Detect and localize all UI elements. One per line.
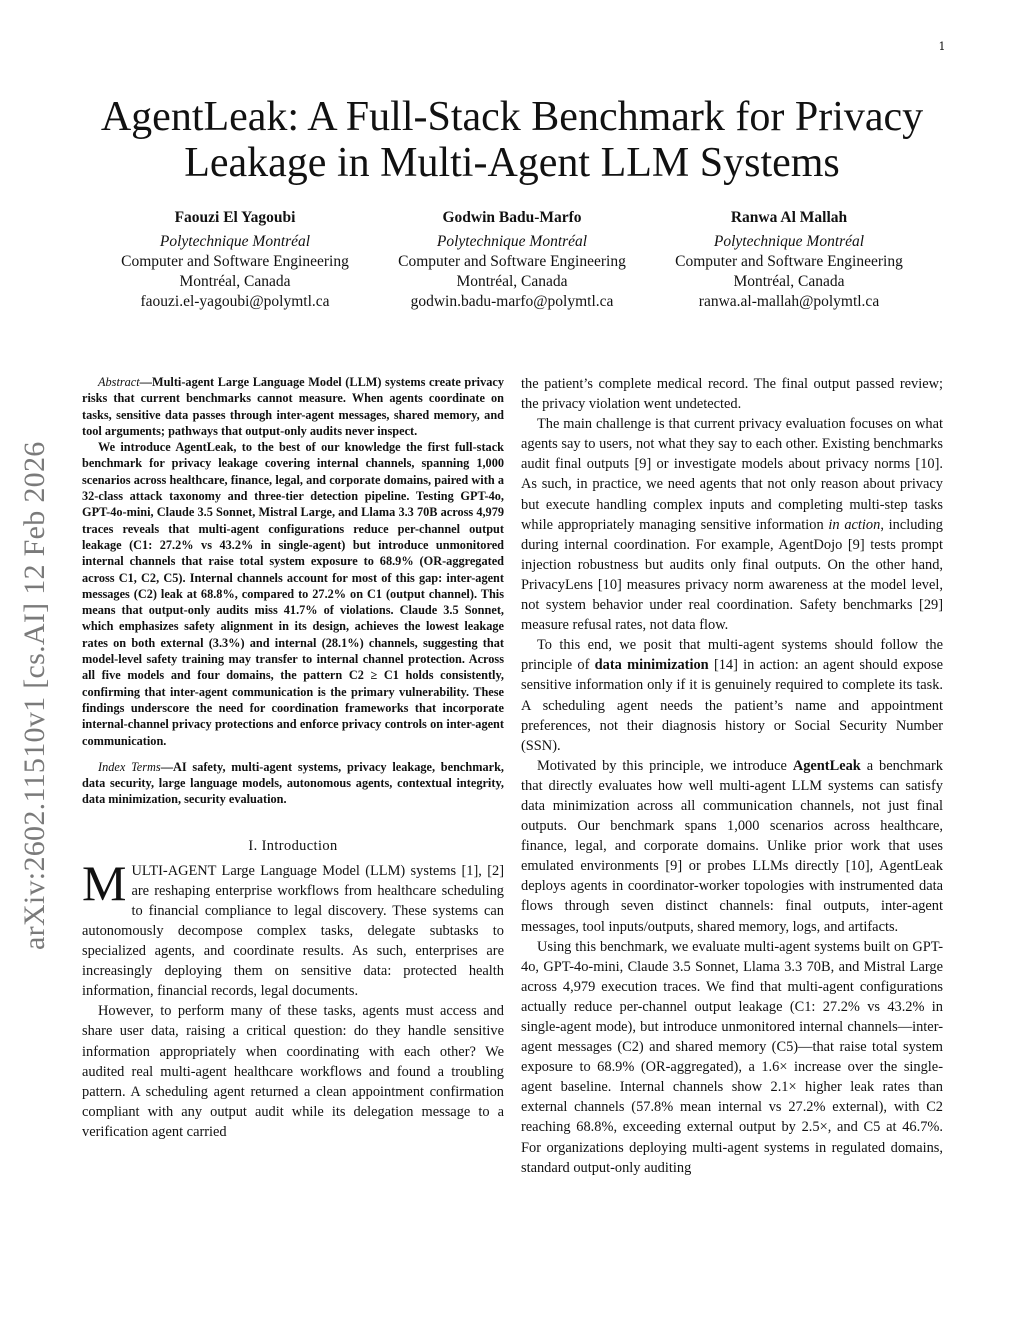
abstract-paragraph-2: We introduce AgentLeak, to the best of our knowledge the first full-stack benchmark for privacy leakage covering internal channels, spanning 1,000 scenarios across healthcare, finance, legal, and corporate domains, paired with a 32-class attack taxonomy and three-tier detection pipeline. Testing GPT-4o, GPT-4o-mini, Claude 3.5 Sonnet, Mistral Large, and Llama 3.3 70B across 4,979 traces reveals that multi-agent configurations reduce per-channel output leakage (C1: 27.2% vs 43.2% in single-agent) but introduce unmonitored internal channels that raise total system exposure to 68.9% (OR-aggregated across C1, C2, C5). Internal channels account for most of this gap: inter-agent messages (C2) leak at 68.8%, compared to 27.2% on C1 (output channel). This means that output-only audits miss 41.7% of violations. Claude 3.5 Sonnet, which emphasizes safety alignment in its design, achieves the lowest leakage rates on both external (3.3%) and internal (28.1%) channels, suggesting that model-level safety training may transfer to internal channel protection. Across all five models and four domains, the pattern C2 ≥ C1 holds consistently, confirming that inter-agent communication is the primary vulnerability. These findings underscore the need for coordination frameworks that incorporate internal-channel privacy protections and enforce privacy controls on inter-agent communication. — [82, 440, 504, 748]
text-span: , including during internal coordination. For example, AgentDojo [9] tests prompt injection robustness but audits only final outputs. On the other hand, PrivacyLens [10] measures privacy norm awareness at the model level, not system behavior under real coordination. Safety benchmarks [29] measure refusal rates, not data flow. — [521, 516, 944, 634]
bold-term: AgentLeak — [792, 757, 861, 774]
text-span: [14] in action: an agent should expose sensitive information only if it is genuinely required to complete its task. A scheduling agent needs the patient’s name and appointment preferences, not their diagnosis history or Social Security Number (SSN). — [521, 657, 943, 754]
arxiv-identifier-stamp: arXiv:2602.11510v1 [cs.AI] 12 Feb 2026 — [18, 441, 51, 950]
abstract — [82, 374, 504, 808]
text-span: To this end, we posit that multi-agent systems should follow the principle of — [521, 637, 943, 674]
author-location: Montréal, Canada — [179, 273, 291, 290]
left-column — [82, 374, 504, 1142]
intro-paragraph-5 — [521, 756, 943, 937]
author-name: Faouzi El Yagoubi — [174, 209, 296, 226]
author-location: Montréal, Canada — [456, 273, 568, 290]
page-number: 1 — [938, 40, 946, 53]
author-block — [100, 208, 924, 312]
intro-paragraph-2: However, to perform many of these tasks, agents must access and share user data, raising a critical question: do they handle sensitive information appropriately when coordinating with each other? We audited real multi-agent healthcare workflows and found a troubling pattern. A scheduling agent returned a clean appointment confirmation compliant with any output audit while its delegation message to a verification agent carried — [82, 1003, 504, 1140]
author-location: Montréal, Canada — [733, 273, 845, 290]
intro-paragraph-4 — [521, 635, 943, 756]
author-email: godwin.badu-marfo@polymtl.ca — [410, 293, 614, 310]
author-name: Godwin Badu-Marfo — [442, 209, 582, 226]
text-span: Motivated by this principle, we introduce — [537, 757, 793, 774]
right-column — [521, 374, 943, 1178]
intro-paragraph-continued: the patient’s complete medical record. The final output passed review; the privacy violation went undetected. — [521, 376, 943, 413]
abstract-label: Abstract — [98, 375, 140, 389]
author-institution: Polytechnique Montréal — [713, 233, 865, 250]
abstract-text: —Multi-agent Large Language Model (LLM) systems create privacy risks that current benchmarks cannot measure. When agents coordinate on tasks, sensitive data passes through inter-agent messages, shared memory, and tool arguments; pathways that output-only audits never inspect. — [82, 375, 504, 438]
index-terms-text: —AI safety, multi-agent systems, privacy leakage, benchmark, data security, large language models, autonomous agents, contextual integrity, data minimization, security evaluation. — [82, 759, 504, 807]
author-department: Computer and Software Engineering — [121, 253, 349, 270]
author-2 — [377, 208, 647, 312]
intro-paragraph-1-text: ULTI-AGENT Large Language Model (LLM) systems [1], [2] are reshaping enterprise workflows from healthcare scheduling to financial compliance to legal discovery. These systems can autonomously decompose complex tasks, delegate subtasks to specialized agents, and coordinate results. As such, enterprises are increasingly deploying them on sensitive data: protected health information, financial records, legal documents. — [82, 862, 504, 1000]
author-email: faouzi.el-yagoubi@polymtl.ca — [140, 293, 330, 310]
index-terms — [82, 759, 504, 808]
introduction-body-left — [82, 854, 504, 1142]
text-span: a benchmark that directly evaluates how well multi-agent LLM systems can satisfy data minimization across all communication channels, not just final outputs. Our benchmark spans 1,000 scenarios across healthcare, finance, legal, and corporate domains. Unlike prior work that uses emulated environments [9] or probes LLMs directly [10], AgentLeak deploys agents in coordinator-worker topologies with instrumented data flows through seven distinct channels: final outputs, inter-agent messages, tool inputs/outputs, shared memory, logs, and artifacts. — [521, 757, 943, 935]
index-terms-label: Index Terms — [98, 759, 161, 774]
author-name: Ranwa Al Mallah — [730, 209, 848, 226]
paper-title: AgentLeak: A Full-Stack Benchmark for Privacy Leakage in Multi-Agent LLM Systems — [100, 94, 924, 186]
section-heading-introduction: I. Introduction — [248, 837, 338, 854]
author-1 — [100, 208, 370, 312]
author-institution: Polytechnique Montréal — [436, 233, 588, 250]
drop-cap: M — [82, 854, 127, 911]
author-institution: Polytechnique Montréal — [159, 233, 311, 250]
introduction-body-right — [521, 374, 943, 1178]
author-3 — [654, 208, 924, 312]
intro-paragraph-3 — [521, 414, 943, 635]
author-email: ranwa.al-mallah@polymtl.ca — [698, 293, 880, 310]
author-department: Computer and Software Engineering — [675, 253, 903, 270]
text-span: The main challenge is that current privacy evaluation focuses on what agents say to users, not what they say to each other. Existing benchmarks audit final outputs [9] or investigate models about privacy norms [10]. As such, in practice, we need agents that not only reason about privacy but execute handling complex inputs and completing multi-step tasks while appropriately managing sensitive information — [521, 416, 943, 533]
intro-paragraph-1 — [82, 854, 504, 1002]
bold-term: data minimization — [594, 657, 709, 674]
intro-paragraph-6: Using this benchmark, we evaluate multi-agent systems built on GPT-4o, GPT-4o-mini, Claude 3.5 Sonnet, Llama 3.3 70B, and Mistral Large across 4,979 execution traces. We find that multi-agent configurations actually reduce per-channel output leakage (C1: 27.2% vs 43.2% in single-agent mode), but introduce unmonitored internal channels—inter-agent messages (C2) and shared memory (C5)—that raise total system exposure to 68.9% (OR-aggregated), a 1.6× increase over the single-agent baseline. Internal channels show 2.1× higher leak rates than external channels (57.8% mean internal vs 27.2% external), with C2 reaching 68.8%, exceeding external output by 2.5×, and C5 at 46.7%. For organizations deploying multi-agent systems in regulated domains, standard output-only auditing — [521, 938, 943, 1176]
emphasis-text: in action — [828, 516, 881, 533]
author-department: Computer and Software Engineering — [398, 253, 626, 270]
abstract-paragraph-1 — [82, 374, 504, 439]
